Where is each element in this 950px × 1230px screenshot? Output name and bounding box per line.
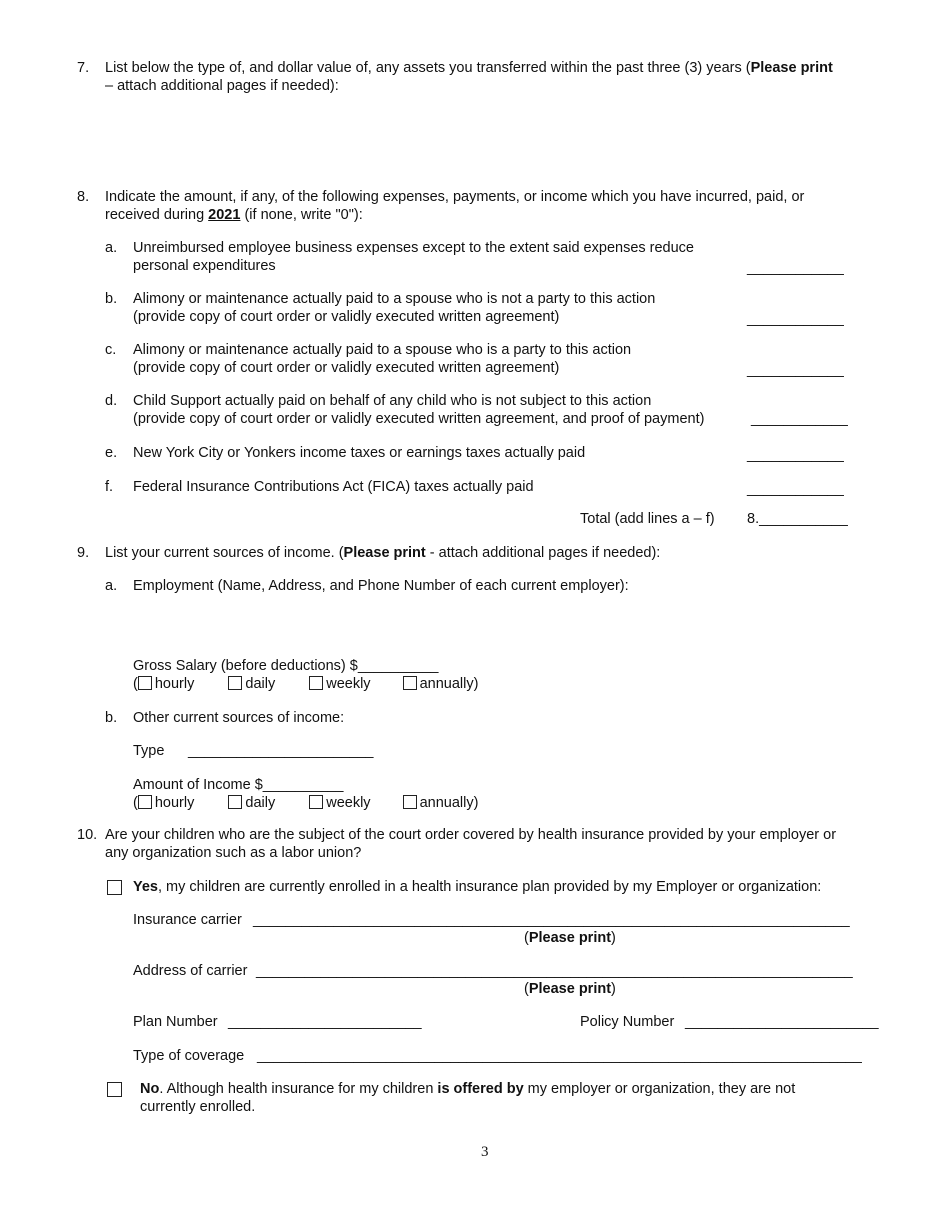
q7-line1 (105, 59, 833, 77)
q8e-amount-field[interactable]: ____________ (747, 447, 844, 463)
daily-checkbox-2[interactable] (228, 795, 242, 809)
weekly-label-2: weekly (326, 795, 371, 811)
no-checkbox[interactable] (107, 1082, 122, 1097)
q9-number: 9. (77, 545, 90, 561)
q8-total-label: Total (add lines a – f) (580, 511, 715, 527)
daily-label: daily (245, 676, 276, 692)
gross-salary-field[interactable]: Gross Salary (before deductions) $__________ (133, 658, 439, 674)
address-please-print: (Please print) (524, 981, 616, 997)
q8f-line1: Federal Insurance Contributions Act (FICA) taxes actually paid (133, 479, 534, 495)
no-statement-line2: currently enrolled. (140, 1099, 256, 1115)
q8-total-field[interactable]: 8.___________ (747, 511, 848, 527)
q9-pre: List your current sources of income. ( (105, 545, 344, 561)
address-please-print-bold: Please print (528, 981, 612, 997)
q8e-line1: New York City or Yonkers income taxes or earnings taxes actually paid (133, 445, 586, 461)
q8d-letter: d. (105, 393, 118, 409)
q9-post: - attach additional pages if needed): (425, 545, 661, 561)
q8b-line1: Alimony or maintenance actually paid to a spouse who is not a party to this action (133, 291, 656, 307)
q9-line (105, 544, 660, 562)
yes-text: , my children are currently enrolled in a health insurance plan provided by my Employer or organization: (158, 879, 822, 895)
q8c-letter: c. (105, 342, 117, 358)
hourly-label-2: hourly (154, 795, 195, 811)
no-statement-line1 (140, 1080, 795, 1098)
amount-of-income-field[interactable]: Amount of Income $__________ (133, 777, 344, 793)
q8a-letter: a. (105, 240, 118, 256)
address-of-carrier-field[interactable]: __________________________________________________________________________ (256, 963, 853, 979)
carrier-please-print-bold: Please print (528, 930, 612, 946)
q8b-amount-field[interactable]: ____________ (747, 311, 844, 327)
open-paren: ( (133, 676, 138, 692)
q7-number: 7. (77, 60, 90, 76)
daily-label-2: daily (245, 795, 276, 811)
type-field[interactable]: _______________________ (188, 743, 374, 759)
annually-label-2: annually (419, 795, 474, 811)
no-bold2: is offered by (437, 1081, 524, 1097)
q8-line1: Indicate the amount, if any, of the following expenses, payments, or income which you have incurred, paid, or (105, 189, 805, 205)
q8c-amount-field[interactable]: ____________ (747, 362, 844, 378)
carrier-please-print: (Please print) (524, 930, 616, 946)
yes-bold: Yes (133, 879, 158, 895)
type-of-coverage-label: Type of coverage (133, 1048, 245, 1064)
q9b-letter: b. (105, 710, 118, 726)
open-paren-2: ( (133, 795, 138, 811)
annually-checkbox-2[interactable] (403, 795, 417, 809)
annually-checkbox[interactable] (403, 676, 417, 690)
q8d-line2: (provide copy of court order or validly executed written agreement, and proof of payment) (133, 411, 705, 427)
hourly-checkbox[interactable] (138, 676, 152, 690)
q10-number: 10. (77, 827, 98, 843)
policy-number-label: Policy Number (580, 1014, 675, 1030)
q7-please-print: Please print (750, 60, 833, 76)
close-paren-2: ) (473, 795, 479, 811)
hourly-label: hourly (154, 676, 195, 692)
q9a-letter: a. (105, 578, 118, 594)
yes-checkbox[interactable] (107, 880, 122, 895)
income-period-row (133, 794, 478, 812)
weekly-checkbox-2[interactable] (309, 795, 323, 809)
insurance-carrier-label: Insurance carrier (133, 912, 242, 928)
no-text2: my employer or organization, they are not (523, 1081, 796, 1097)
q8-line2 (105, 206, 363, 224)
hourly-checkbox-2[interactable] (138, 795, 152, 809)
q9-please-print: Please print (343, 545, 426, 561)
q8-line2-post: (if none, write "0"): (240, 207, 363, 223)
type-of-coverage-field[interactable]: ___________________________________________________________________________ (257, 1048, 862, 1064)
q10-line2: any organization such as a labor union? (105, 845, 362, 861)
weekly-label: weekly (326, 676, 371, 692)
q8b-line2: (provide copy of court order or validly executed written agreement) (133, 309, 560, 325)
q8-number: 8. (77, 189, 90, 205)
q8d-line1: Child Support actually paid on behalf of any child who is not subject to this action (133, 393, 652, 409)
q8e-letter: e. (105, 445, 118, 461)
yes-statement (133, 878, 821, 896)
plan-number-field[interactable]: ________________________ (228, 1014, 422, 1030)
q8c-line2: (provide copy of court order or validly executed written agreement) (133, 360, 560, 376)
q8a-line2: personal expenditures (133, 258, 276, 274)
address-of-carrier-label: Address of carrier (133, 963, 248, 979)
insurance-carrier-field[interactable]: __________________________________________________________________________ (253, 912, 850, 928)
plan-number-label: Plan Number (133, 1014, 218, 1030)
annually-label: annually (419, 676, 474, 692)
q8a-amount-field[interactable]: ____________ (747, 260, 844, 276)
q8-year: 2021 (208, 207, 241, 223)
q8-line2-pre: received during (105, 207, 209, 223)
q8c-line1: Alimony or maintenance actually paid to a spouse who is a party to this action (133, 342, 632, 358)
q8b-letter: b. (105, 291, 118, 307)
q8f-letter: f. (105, 479, 114, 495)
close-paren: ) (473, 676, 479, 692)
q9b-text: Other current sources of income: (133, 710, 345, 726)
q7-line1-text: List below the type of, and dollar value of, any assets you transferred within the past three (3) years ( (105, 60, 751, 76)
q7-line2: – attach additional pages if needed): (105, 78, 339, 94)
page-number: 3 (481, 1144, 489, 1160)
q8d-amount-field[interactable]: ____________ (751, 411, 848, 427)
no-bold: No (140, 1081, 160, 1097)
no-text1: . Although health insurance for my children (159, 1081, 438, 1097)
q10-line1: Are your children who are the subject of the court order covered by health insurance provided by your employer or (105, 827, 837, 843)
type-label: Type (133, 743, 165, 759)
weekly-checkbox[interactable] (309, 676, 323, 690)
policy-number-field[interactable]: ________________________ (685, 1014, 879, 1030)
daily-checkbox[interactable] (228, 676, 242, 690)
gross-salary-period-row (133, 675, 478, 693)
q8a-line1: Unreimbursed employee business expenses except to the extent said expenses reduce (133, 240, 694, 256)
q9a-text: Employment (Name, Address, and Phone Number of each current employer): (133, 578, 629, 594)
q8f-amount-field[interactable]: ____________ (747, 481, 844, 497)
